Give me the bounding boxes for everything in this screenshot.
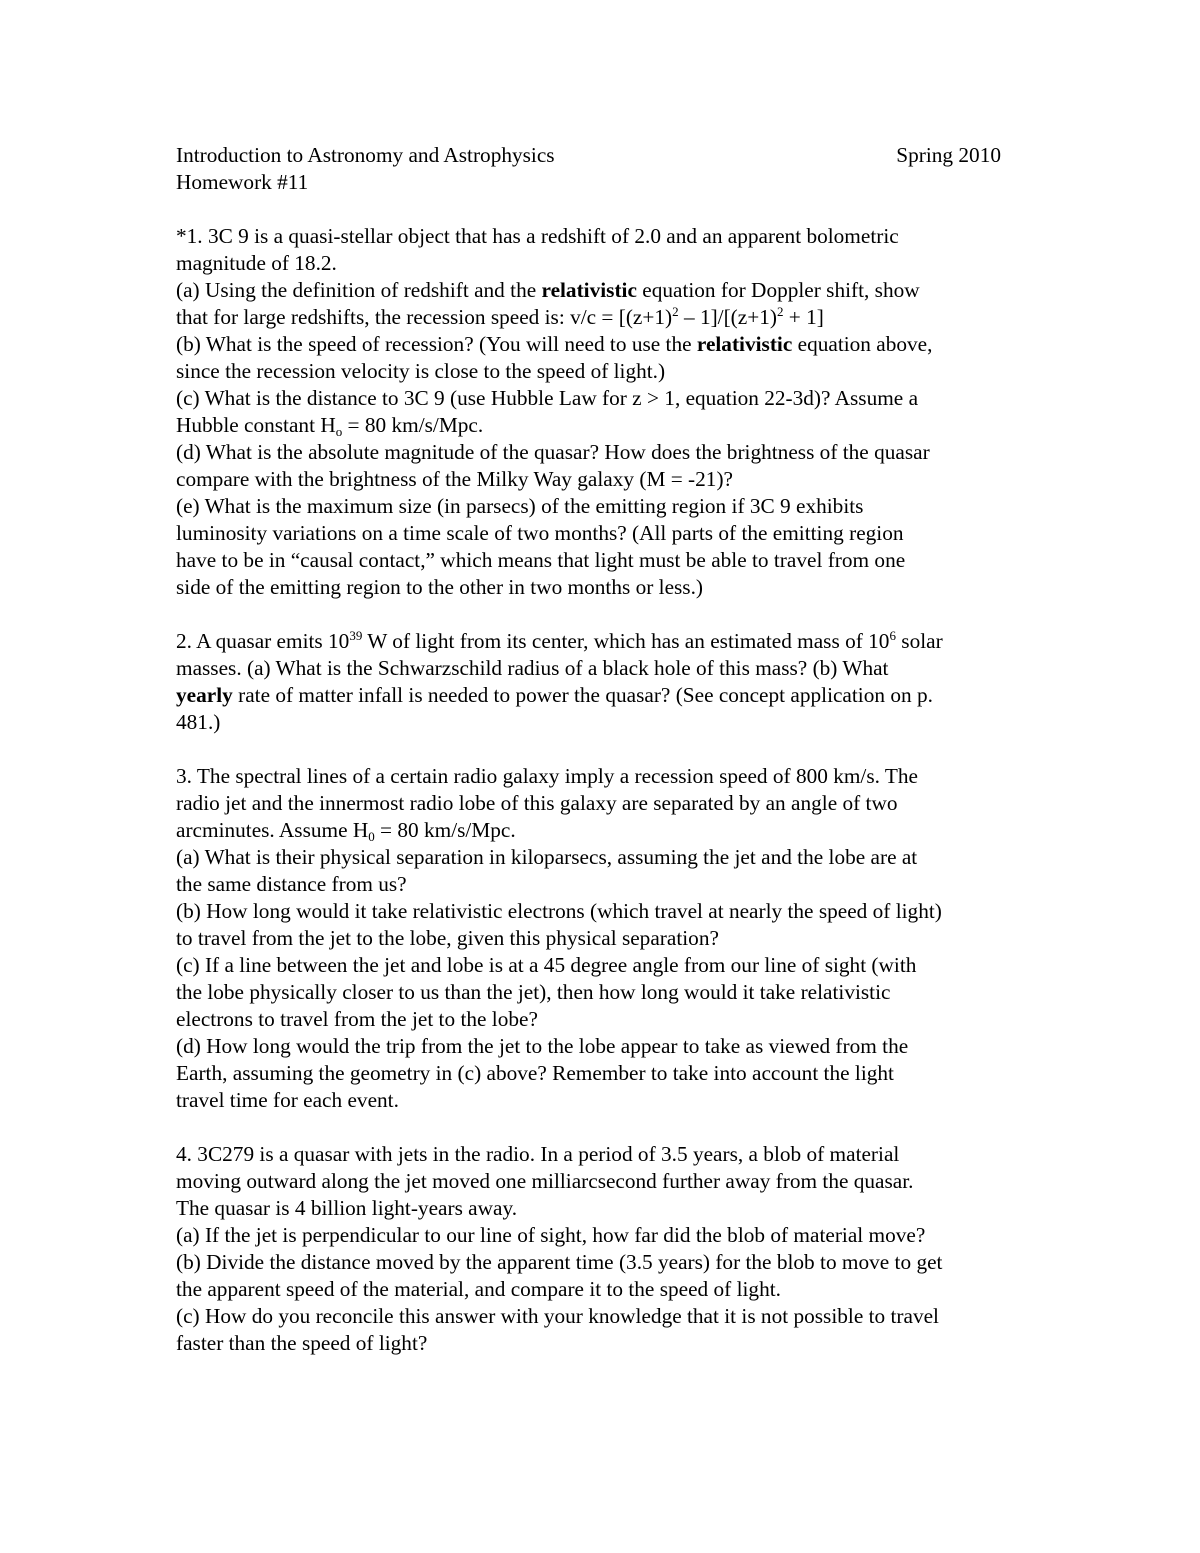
- q1-line: *1. 3C 9 is a quasi-stellar object that has a redshift of 2.0 and an apparent bolometric: [176, 224, 899, 248]
- q1-line: side of the emitting region to the other in two months or less.): [176, 575, 704, 599]
- q4-line: the apparent speed of the material, and compare it to the speed of light.: [176, 1277, 781, 1301]
- q2-line: 2. A quasar emits $10^{39}$ W of light from its center, which has an estimated mass of $10^6$ solar: [176, 628, 943, 653]
- course-title: Introduction to Astronomy and Astrophysics: [176, 143, 555, 167]
- q1-part-d: (d) What is the absolute magnitude of the quasar? How does the brightness of the quasar: [176, 440, 930, 464]
- q3-part-c: (c) If a line between the jet and lobe is at a 45 degree angle from our line of sight (with: [176, 953, 917, 977]
- q3-line: travel time for each event.: [176, 1088, 399, 1112]
- emphasis-yearly: yearly: [176, 683, 233, 707]
- q3-line: the lobe physically closer to us than the jet), then how long would it take relativistic: [176, 980, 891, 1004]
- q1-line: compare with the brightness of the Milky Way galaxy (M = -21)?: [176, 467, 733, 491]
- q3-line: arcminutes. Assume $H_0 = 80$ km/s/Mpc.: [176, 818, 516, 844]
- emphasis-relativistic: relativistic: [696, 332, 793, 356]
- q3-part-d: (d) How long would the trip from the jet to the lobe appear to take as viewed from the: [176, 1034, 909, 1058]
- assignment-title: Homework #11: [176, 170, 309, 194]
- q1-part-b: (b) What is the speed of recession? (You will need to use the relativistic equation above,: [176, 332, 933, 356]
- q1-line: luminosity variations on a time scale of two months? (All parts of the emitting region: [176, 521, 904, 545]
- q1-line: since the recession velocity is close to the speed of light.): [176, 359, 666, 383]
- q4-line: The quasar is 4 billion light-years away.: [176, 1196, 518, 1220]
- q1-line: magnitude of 18.2.: [176, 251, 337, 275]
- q1-part-a: (a) Using the definition of redshift and the relativistic equation for Doppler shift, show: [176, 278, 920, 302]
- q4-part-b: (b) Divide the distance moved by the apparent time (3.5 years) for the blob to move to get: [176, 1250, 943, 1274]
- question-1: [176, 223, 1036, 601]
- q2-line: masses. (a) What is the Schwarzschild radius of a black hole of this mass? (b) What: [176, 656, 889, 680]
- homework-document: [176, 142, 1036, 1357]
- q4-line: faster than the speed of light?: [176, 1331, 428, 1355]
- q3-line: Earth, assuming the geometry in (c) above? Remember to take into account the light: [176, 1061, 894, 1085]
- q1-part-c: (c) What is the distance to 3C 9 (use Hubble Law for z > 1, equation 22-3d)? Assume a: [176, 386, 919, 410]
- q1-line: Hubble constant $H_o = 80$ km/s/Mpc.: [176, 413, 484, 439]
- question-3: [176, 763, 1036, 1114]
- document-header: [176, 142, 1001, 169]
- emphasis-relativistic: relativistic: [541, 278, 637, 302]
- question-4: [176, 1141, 1036, 1357]
- q4-part-a: (a) If the jet is perpendicular to our line of sight, how far did the blob of material move?: [176, 1223, 926, 1247]
- q3-line: 3. The spectral lines of a certain radio galaxy imply a recession speed of 800 km/s. The: [176, 764, 919, 788]
- q2-line: 481.): [176, 710, 221, 734]
- q3-line: radio jet and the innermost radio lobe of this galaxy are separated by an angle of two: [176, 791, 898, 815]
- term-label: Spring 2010: [896, 143, 1001, 167]
- q3-line: electrons to travel from the jet to the lobe?: [176, 1007, 538, 1031]
- q2-line: yearly rate of matter infall is needed to power the quasar? (See concept application on p.: [176, 683, 933, 707]
- q3-part-b: (b) How long would it take relativistic electrons (which travel at nearly the speed of light): [176, 899, 942, 923]
- q4-part-c: (c) How do you reconcile this answer with your knowledge that it is not possible to travel: [176, 1304, 939, 1328]
- q1-line: have to be in “causal contact,” which means that light must be able to travel from one: [176, 548, 906, 572]
- q3-line: to travel from the jet to the lobe, given this physical separation?: [176, 926, 719, 950]
- question-2: [176, 628, 1036, 736]
- q1-part-e: (e) What is the maximum size (in parsecs) of the emitting region if 3C 9 exhibits: [176, 494, 864, 518]
- q1-equation: that for large redshifts, the recession speed is: $v/c = [(z+1)^2 - 1]/[(z+1)^2 + 1]$: [176, 304, 824, 329]
- q3-line: the same distance from us?: [176, 872, 407, 896]
- q4-line: 4. 3C279 is a quasar with jets in the radio. In a period of 3.5 years, a blob of material: [176, 1142, 900, 1166]
- q4-line: moving outward along the jet moved one milliarcsecond further away from the quasar.: [176, 1169, 914, 1193]
- q3-part-a: (a) What is their physical separation in kiloparsecs, assuming the jet and the lobe are at: [176, 845, 918, 869]
